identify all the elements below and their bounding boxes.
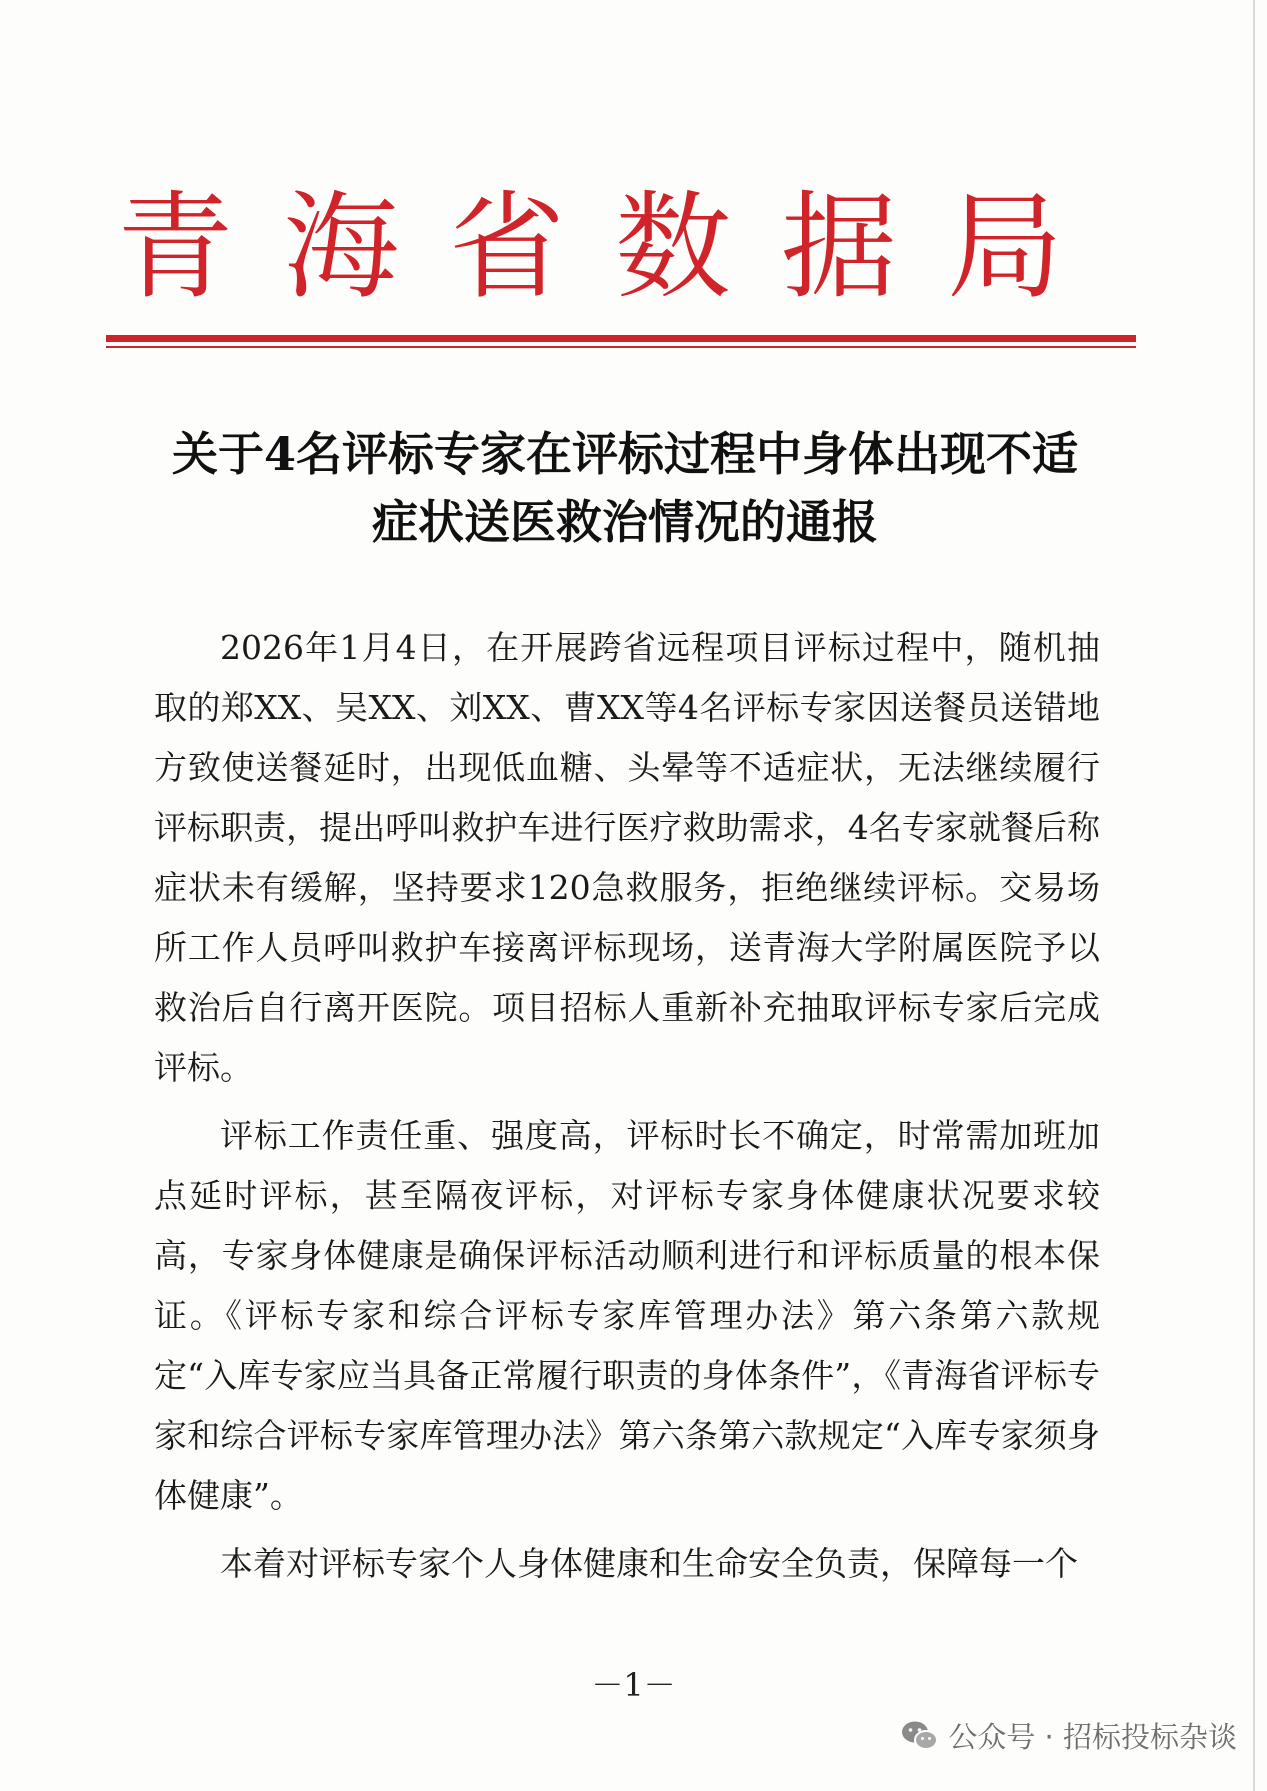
issuing-organization-header: 青海省数据局	[117, 180, 1113, 315]
page-number: －1－	[591, 1666, 676, 1704]
body-paragraph: 2026年1月4日，在开展跨省远程项目评标过程中，随机抽取的郑XX、吴XX、刘XX、曹XX等4名评标专家因送餐员送错地方致使送餐延时，出现低血糖、头晕等不适症状，无法继续履行评标职责，提出呼叫救护车进行医疗救助需求，4名专家就餐后称症状未有缓解，坚持要求120急救服务，拒绝继续评标。交易场所工作人员呼叫救护车接离评标现场，送青海大学附属医院予以救治后自行离开医院。项目招标人重新补充抽取评标专家后完成评标。	[154, 628, 1100, 1087]
document-title	[150, 420, 1100, 556]
document-body	[154, 618, 1100, 1602]
red-header-rule-thick	[106, 335, 1136, 342]
body-paragraph: 评标工作责任重、强度高，评标时长不确定，时常需加班加点延时评标，甚至隔夜评标，对评标专家身体健康状况要求较高，专家身体健康是确保评标活动顺利进行和评标质量的根本保证。《评标专家和综合评标专家库管理办法》第六条第六款规定“入库专家应当具备正常履行职责的身体条件”，《青海省评标专家和综合评标专家库管理办法》第六条第六款规定“入库专家须身体健康”。	[154, 1116, 1100, 1515]
wechat-watermark	[900, 1715, 1237, 1756]
wechat-icon	[900, 1719, 940, 1753]
page-edge-divider	[1253, 0, 1255, 1791]
document-title-line-1: 关于4名评标专家在评标过程中身体出现不适	[171, 427, 1078, 481]
body-paragraph: 本着对评标专家个人身体健康和生命安全负责，保障每一个	[220, 1544, 1078, 1583]
red-header-rule-thin	[106, 346, 1136, 348]
watermark-text: 公众号 · 招标投标杂谈	[948, 1720, 1237, 1754]
document-title-line-2: 症状送医救治情况的通报	[372, 495, 878, 549]
